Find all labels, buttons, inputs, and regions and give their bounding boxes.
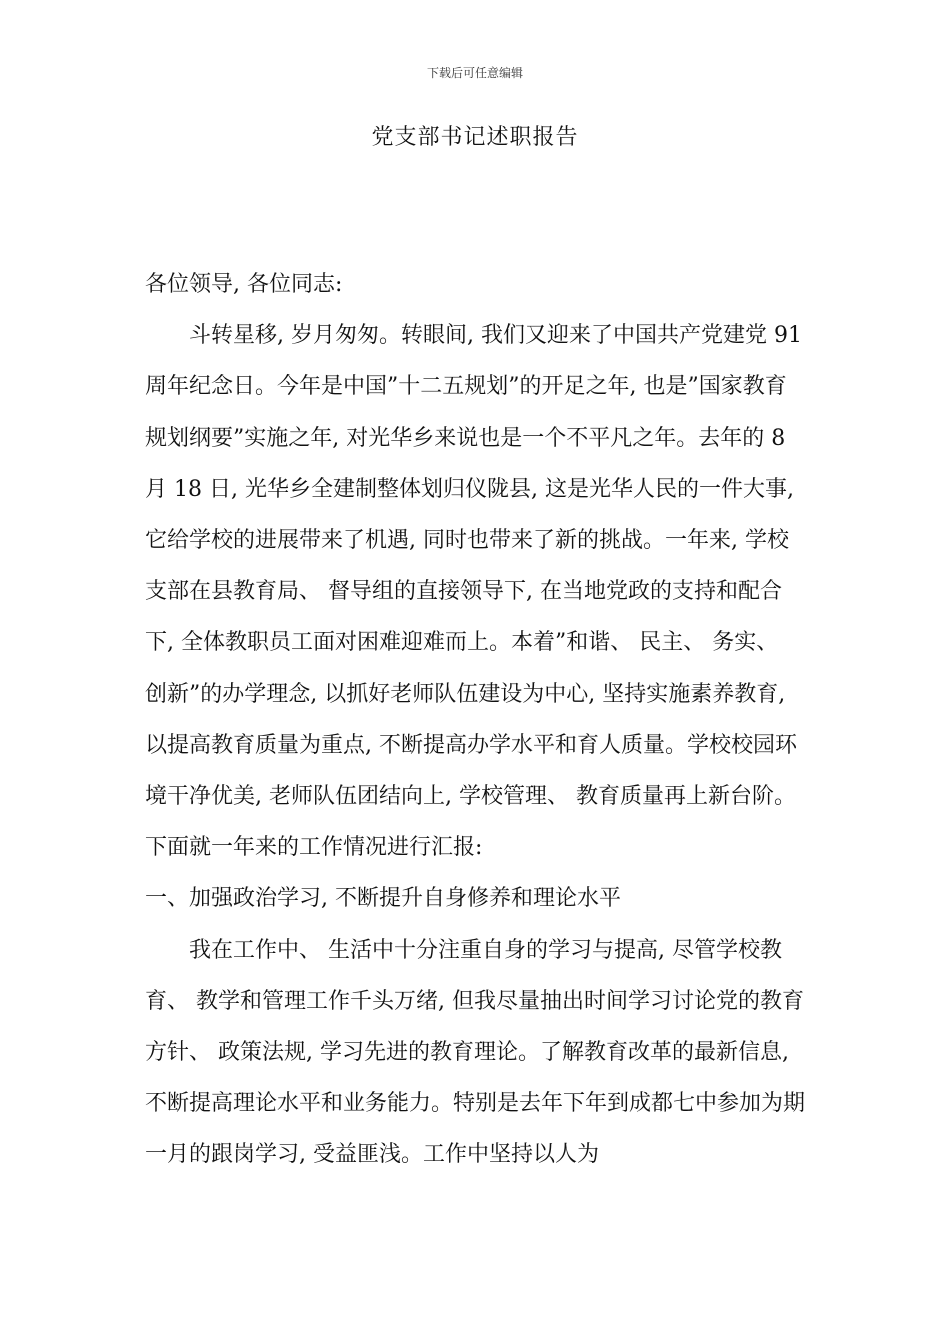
section-heading: 一、加强政治学习, 不断提升自身修养和理论水平 — [145, 886, 621, 912]
header-note: 下载后可任意编辑 — [426, 66, 523, 80]
document-body — [145, 259, 807, 1181]
section-paragraph: 我在工作中、 生活中十分注重自身的学习与提高, 尽管学校教育、 教学和管理工作千头万绪, 但我尽量抽出时间学习讨论党的教育方针、 政策法规, 学习先进的教育理论。了解教育改革的最新信息, 不断提高理论水平和业务能力。特别是去年下年到成都七中参加为期一月的跟岗学习, 受益匪浅。工作中坚持以人为 — [145, 937, 806, 1168]
document-title: 党支部书记述职报告 — [371, 125, 579, 150]
salutation: 各位领导, 各位同志: — [145, 272, 343, 297]
intro-paragraph: 斗转星移, 岁月匆匆。转眼间, 我们又迎来了中国共产党建党 91 周年纪念日。今年是中国”十二五规划”的开足之年, 也是”国家教育规划纲要”实施之年, 对光华乡来说也是一个不平凡之年。去年的 8 月 18 日, 光华乡全建制整体划归仪陇县, 这是光华人民的一件大事, 它给学校的进展带来了机遇, 同时也带来了新的挑战。一年来, 学校支部在县教育局、 督导组的直接领导下, 在当地党政的支持和配合下, 全体教职员工面对困难迎难而上。本着”和谐、 民主、 务实、 创新”的办学理念, 以抓好老师队伍建设为中心, 坚持实施素养教育, 以提高教育质量为重点, 不断提高办学水平和育人质量。学校校园环境干净优美, 老师队伍团结向上, 学校管理、 教育质量再上新台阶。下面就一年来的工作情况进行汇报: — [145, 323, 802, 861]
